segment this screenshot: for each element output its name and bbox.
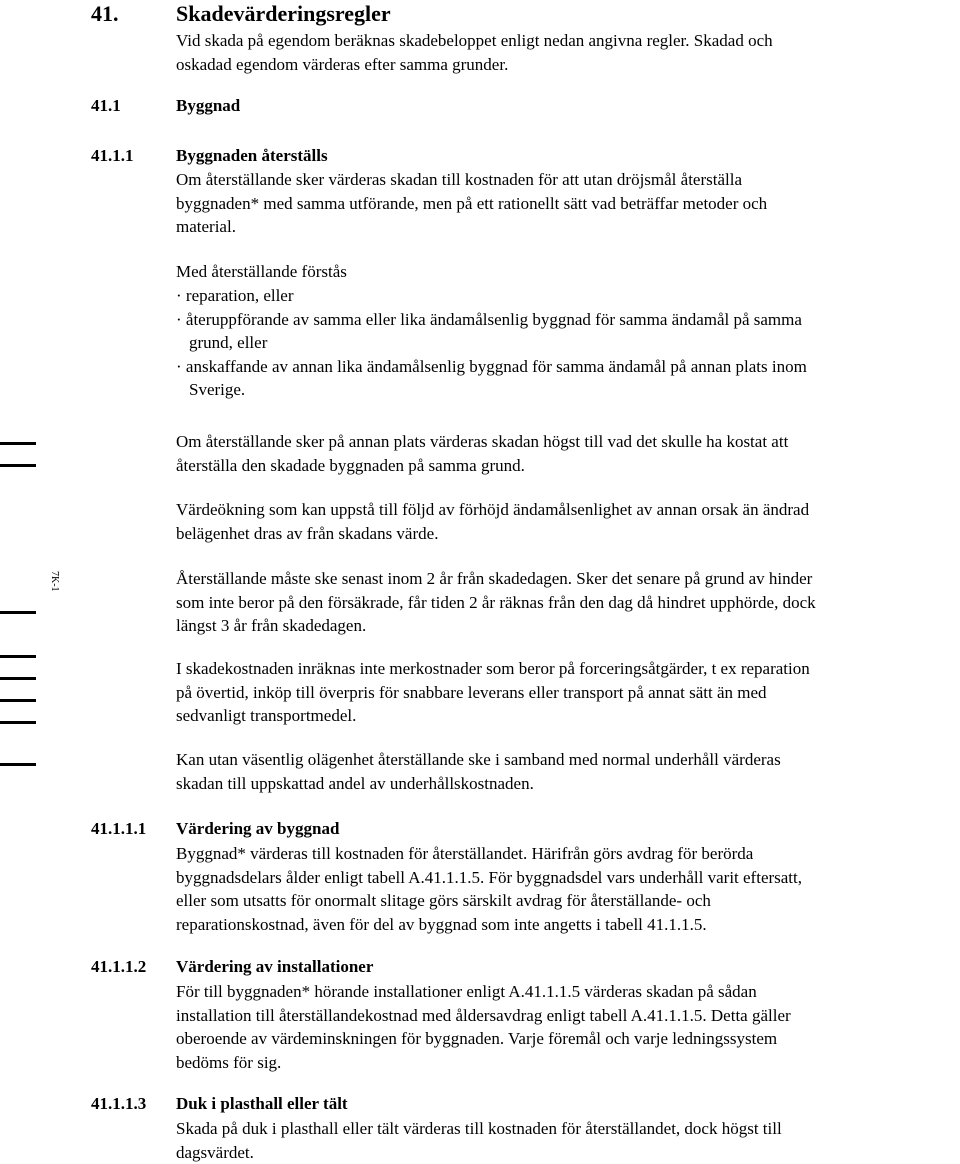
list-item: · anskaffande av annan lika ändamålsenlig byggnad för samma ändamål på annan plats inom Sverige. (176, 356, 807, 399)
change-bar (0, 699, 36, 702)
paragraph: Värdeökning som kan uppstå till följd av förhöjd ändamålsenlighet av annan orsak än ändrad belägenhet dras av från skadans värde. (176, 500, 810, 543)
change-bar (0, 464, 36, 467)
paragraph: Om återställande sker värderas skadan till kostnaden för att utan dröjsmål återställa byggnaden* med samma utförande, men på ett rationellt sätt vad beträffar metoder och material. (176, 170, 768, 236)
subsection-number: 41.1.1.1 (91, 819, 147, 838)
change-bar (0, 721, 36, 724)
list-item: · återuppförande av samma eller lika ändamålsenlig byggnad för samma ändamål på samma grund, eller (176, 309, 802, 352)
change-bar (0, 677, 36, 680)
change-bar (0, 763, 36, 766)
subsection-title: Byggnad (176, 96, 241, 115)
paragraph: För till byggnaden* hörande installationer enligt A.41.1.1.5 värderas skadan på sådan installation till återställandekostnad med åldersavdrag enligt tabell A.41.1.1.5. Detta gäller oberoende av värdeminskningen för byggnaden. Varje föremål och varje ledningssystem bedöms för sig. (176, 982, 791, 1072)
change-bar (0, 442, 36, 445)
subsection-title: Byggnaden återställs (176, 146, 328, 165)
side-code: 7K-1 (49, 571, 60, 592)
bullet-list (176, 284, 960, 402)
section-intro: Vid skada på egendom beräknas skadebeloppet enligt nedan angivna regler. Skadad och oskadad egendom värderas efter samma grunder. (176, 31, 773, 74)
section-title: Skadevärderingsregler (176, 1, 391, 26)
subsection-number: 41.1.1 (91, 146, 134, 165)
subsection-title: Duk i plasthall eller tält (176, 1094, 348, 1113)
subsection-number: 41.1 (91, 96, 121, 115)
subsection-number: 41.1.1.3 (91, 1094, 147, 1113)
list-item: · reparation, eller (176, 286, 294, 305)
paragraph: I skadekostnaden inräknas inte merkostnader som beror på forceringsåtgärder, t ex reparation på övertid, inköp till överpris för snabbare leverans eller transport på annat sätt än med sedvanligt transportmedel. (176, 659, 810, 725)
subsection-number: 41.1.1.2 (91, 957, 147, 976)
change-bar (0, 611, 36, 614)
paragraph: Byggnad* värderas till kostnaden för återställandet. Härifrån görs avdrag för berörda byggnadsdelars ålder enligt tabell A.41.1.1.5. För byggnadsdel vars underhåll varit eftersatt, eller som utsatts för onormalt slitage görs särskilt avdrag för återställande- och reparationskostnad, även för del av byggnad som inte angetts i tabell 41.1.1.5. (176, 844, 803, 934)
paragraph: Kan utan väsentlig olägenhet återställande ske i samband med normal underhåll värderas skadan till uppskattad andel av underhållskostnaden. (176, 750, 781, 793)
list-intro: Med återställande förstås (176, 262, 347, 281)
subsection-title: Värdering av byggnad (176, 819, 340, 838)
paragraph: Skada på duk i plasthall eller tält värderas till kostnaden för återställandet, dock högst till dagsvärdet. (176, 1119, 782, 1162)
paragraph: Återställande måste ske senast inom 2 år från skadedagen. Sker det senare på grund av hinder som inte beror på den försäkrade, får tiden 2 år räknas från den dag då hindret upphörde, dock längst 3 år från skadedagen. (176, 569, 816, 635)
section-number: 41. (91, 1, 119, 26)
paragraph: Om återställande sker på annan plats värderas skadan högst till vad det skulle ha kostat att återställa den skadade byggnaden på samma grund. (176, 432, 789, 475)
subsection-title: Värdering av installationer (176, 957, 374, 976)
change-bar (0, 655, 36, 658)
